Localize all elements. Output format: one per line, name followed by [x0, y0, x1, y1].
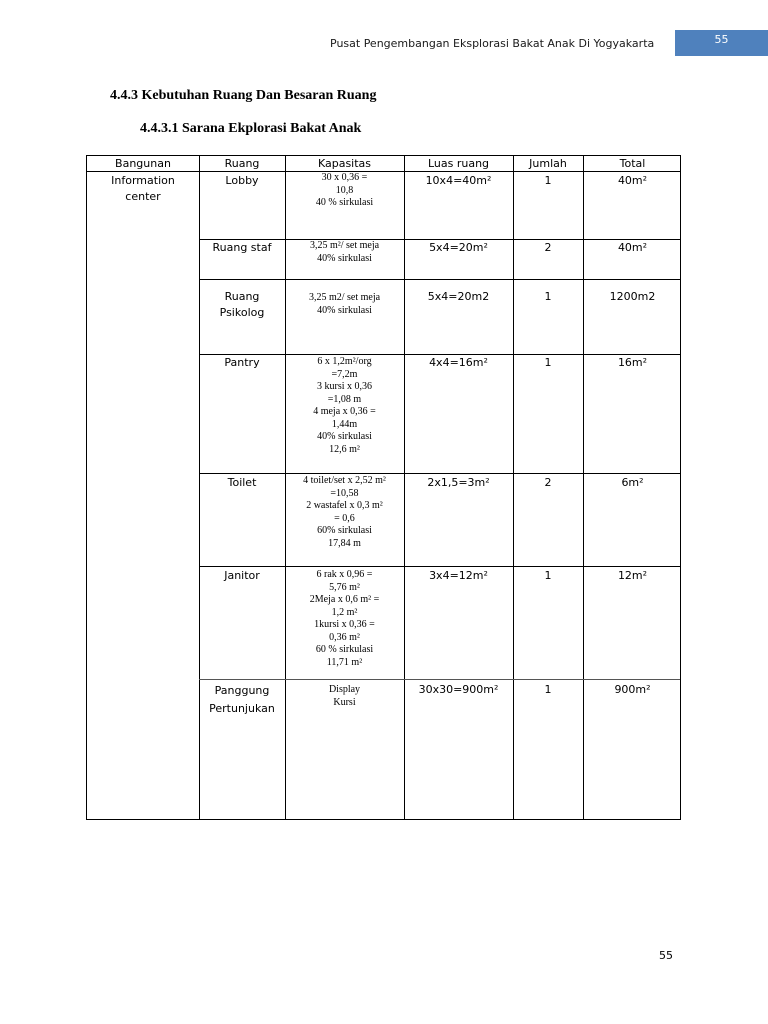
capacity-line: 17,84 m [328, 537, 361, 549]
room-area: 5x4=20m2 [427, 290, 490, 303]
room-name: Pantry [224, 356, 260, 369]
capacity-line: 40% sirkulasi [317, 304, 372, 316]
room-capacity [285, 172, 404, 210]
capacity-line: 40 % sirkulasi [315, 197, 374, 208]
room-capacity [285, 292, 404, 317]
section-title: Kebutuhan Ruang Dan Besaran Ruang [141, 88, 377, 103]
room-area: 10x4=40m² [425, 174, 492, 187]
capacity-line: 12,6 m² [329, 443, 360, 455]
capacity-line: 6 x 1,2m²/org [317, 356, 372, 367]
table-header-ruang: Ruang [224, 157, 260, 170]
capacity-line: =10,58 [330, 487, 359, 499]
table-header-jumlah: Jumlah [529, 157, 567, 170]
room-total: 6m² [621, 476, 644, 489]
room-total: 12m² [617, 569, 648, 582]
capacity-line: 3,25 m²/ set meja [309, 240, 380, 251]
capacity-line: = 0,6 [334, 512, 355, 524]
room-name: Ruang staf [212, 241, 272, 254]
capacity-line: 60 % sirkulasi [315, 644, 374, 655]
running-header-title: Pusat Pengembangan Eksplorasi Bakat Anak Di Yogyakarta [330, 37, 655, 50]
capacity-line: 3 kursi x 0,36 [317, 381, 372, 392]
table-header-bangunan: Bangunan [115, 157, 171, 170]
room-count: 1 [544, 356, 552, 369]
page-number: 55 [659, 949, 673, 962]
room-count: 1 [544, 569, 552, 582]
room-area: 30x30=900m² [418, 683, 499, 696]
room-count: 1 [544, 174, 552, 187]
room-total: 1200m2 [609, 290, 656, 303]
room-name: Panggung Pertunjukan [209, 684, 275, 715]
capacity-line: 3,25 m2/ set meja [308, 292, 381, 303]
capacity-line: 40% sirkulasi [317, 252, 372, 264]
table-header-total: Total [619, 157, 646, 170]
room-name: Ruang Psikolog [219, 290, 265, 319]
room-capacity [285, 569, 404, 669]
room-area: 4x4=16m² [429, 356, 488, 369]
room-name: Janitor [224, 569, 260, 582]
space-requirements-table [86, 155, 681, 820]
room-count: 1 [544, 290, 552, 303]
capacity-line: 2Meja x 0,6 m² = [309, 594, 380, 605]
capacity-line: 10,8 [335, 184, 354, 196]
room-area: 2x1,5=3m² [427, 476, 490, 489]
capacity-line: 6 rak x 0,96 = [316, 569, 373, 580]
subsection-heading: 4.4.3.1 Sarana Ekplorasi Bakat Anak [140, 121, 362, 136]
capacity-line: 4 toilet/set x 2,52 m² [303, 475, 386, 486]
capacity-line: Kursi [333, 696, 356, 708]
building-name: Information center [111, 174, 175, 203]
capacity-line: 30 x 0,36 = [321, 172, 368, 183]
room-capacity [285, 240, 404, 265]
capacity-line: 1kursi x 0,36 = [314, 619, 375, 630]
table-header-kapasitas: Kapasitas [317, 157, 372, 170]
section-heading [110, 88, 376, 104]
room-name: Toilet [227, 476, 257, 489]
capacity-line: =1,08 m [327, 393, 362, 405]
capacity-line: 2 wastafel x 0,3 m² [306, 500, 383, 511]
capacity-line: 60% sirkulasi [317, 525, 372, 536]
room-total: 40m² [617, 174, 648, 187]
room-total: 40m² [617, 241, 648, 254]
room-name: Lobby [225, 174, 259, 187]
room-count: 2 [544, 476, 552, 489]
room-capacity [285, 356, 404, 456]
capacity-line: 1,2 m² [331, 606, 358, 618]
capacity-line: 1,44m [331, 418, 358, 430]
capacity-line: Display [328, 684, 361, 695]
section-number: 4.4.3 [110, 88, 138, 103]
room-total: 16m² [617, 356, 648, 369]
room-capacity [285, 475, 404, 550]
room-total: 900m² [614, 683, 651, 696]
room-capacity [285, 684, 404, 709]
room-area: 3x4=12m² [429, 569, 488, 582]
room-area: 5x4=20m² [429, 241, 488, 254]
table-header-luas-ruang: Luas ruang [427, 157, 490, 170]
capacity-line: 4 meja x 0,36 = [313, 406, 376, 417]
capacity-line: 40% sirkulasi [317, 431, 372, 442]
capacity-line: =7,2m [331, 368, 358, 380]
capacity-line: 11,71 m² [326, 656, 363, 668]
header-page-tab: 55 [675, 30, 768, 56]
room-count: 1 [544, 683, 552, 696]
capacity-line: 0,36 m² [329, 631, 360, 643]
room-count: 2 [544, 241, 552, 254]
capacity-line: 5,76 m² [329, 581, 360, 593]
